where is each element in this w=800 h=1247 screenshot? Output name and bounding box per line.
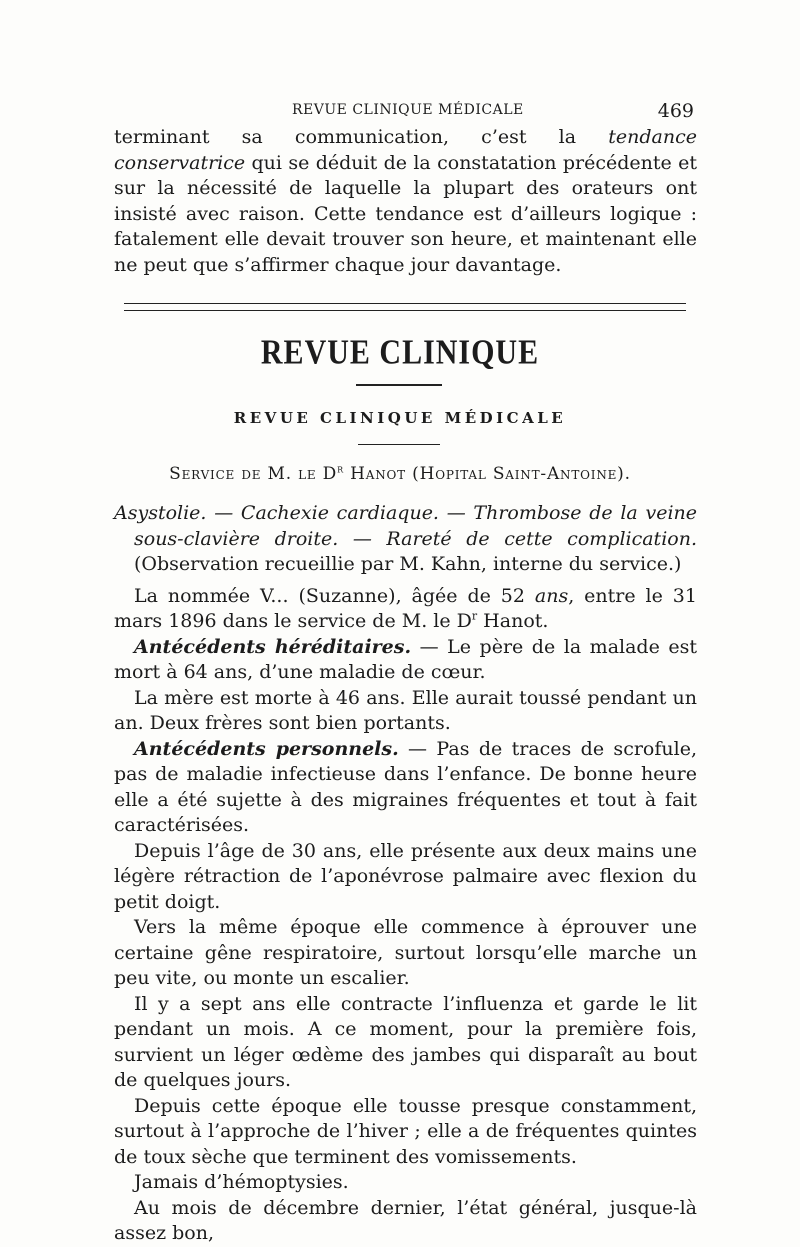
paragraph-cough: Depuis cette époque elle tousse presque constamment, surtout à l’approche de l’hiver ; elle a de fréquentes quintes de toux sèche que terminent des vomissements. [114, 1094, 697, 1168]
paragraph-admission: La nommée V... (Suzanne), âgée de 52 ans, entre le 31 mars 1896 dans le service de M. le $D^r$ Hanot. [114, 584, 697, 632]
double-rule-divider [124, 303, 686, 311]
top-paragraph: terminant sa communication, c’est la tendance conservatrice qui se déduit de la constatation précédente et sur la nécessité de laquelle la plupart des orateurs ont insisté avec raison. Cette tendance est d’ailleurs logique : fatalement elle devait trouver son heure, et maintenant elle ne peut que s’affirmer chaque jour davantage. [114, 126, 697, 276]
emphasis-text: tendance conservatrice [114, 126, 697, 174]
case-title: Asystolie. — Cachexie cardiaque. — Thrombose de la veine sous-clavière droite. — Rareté de cette complication. (Observation recueillie par M. Kahn, interne du service.) [114, 502, 697, 575]
paragraph-respiratory: Vers la même époque elle commence à éprouver une certaine gêne respiratoire, surtout lorsqu’elle marche un peu vite, ou monte un escalier. [114, 916, 697, 989]
running-title: REVUE CLINIQUE MÉDICALE [292, 102, 524, 118]
title-underline [356, 384, 442, 386]
subsection-underline [358, 444, 440, 445]
continued-paragraph [114, 125, 697, 278]
page-number: 469 [657, 100, 694, 122]
paragraph-mother: La mère est morte à 46 ans. Elle aurait toussé pendant un an. Deux frères sont bien portants. [114, 686, 697, 734]
section-title: REVUE CLINIQUE [260, 333, 540, 372]
running-head [114, 100, 694, 122]
paragraph-age-30: Depuis l’âge de 30 ans, elle présente aux deux mains une légère rétraction de l’aponévrose palmaire avec flexion du petit doigt. [114, 839, 697, 913]
paragraph-hemoptysis: Jamais d’hémoptysies. [134, 1171, 349, 1193]
case-body [114, 501, 697, 1247]
subsection-title: REVUE CLINIQUE MÉDICALE [233, 409, 567, 427]
service-line: Service de M. le $D^r$ Hanot (Hopital Saint-Antoine). [169, 462, 631, 484]
paragraph-december: Au mois de décembre dernier, l’état général, jusque-là assez bon, [114, 1196, 697, 1244]
paragraph-hereditary: Antécédents héréditaires. — Le père de la malade est mort à 64 ans, d’une maladie de cœur. [114, 635, 698, 683]
paragraph-personal: Antécédents personnels. — Pas de traces de scrofule, pas de maladie infectieuse dans l’enfance. De bonne heure elle a été sujette à des migraines fréquentes et tout à fait caractérisées. [114, 737, 697, 836]
paragraph-influenza: Il y a sept ans elle contracte l’influenza et garde le lit pendant un mois. A ce moment, pour la première fois, survient un léger œdème des jambes qui disparaît au bout de quelques jours. [114, 992, 697, 1091]
